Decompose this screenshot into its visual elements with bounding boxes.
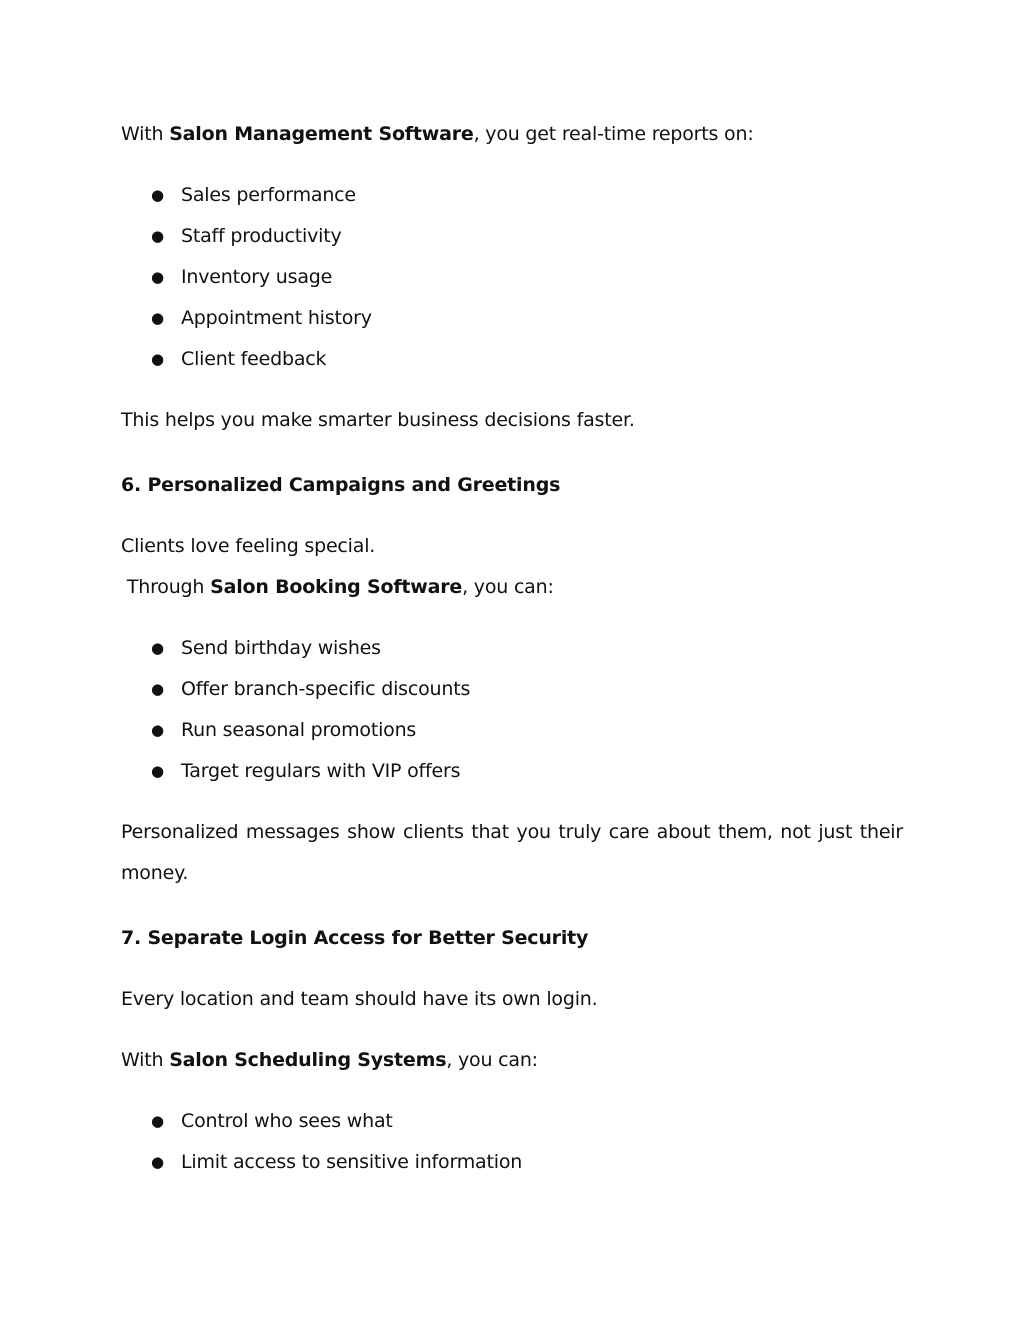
bullet-icon: ● — [151, 186, 164, 204]
section-7-lead-suffix: , you can: — [446, 1049, 538, 1071]
list-item-text: Sales performance — [181, 184, 356, 206]
list-item — [151, 1150, 522, 1174]
list-item — [151, 759, 460, 783]
section-6-conclusion: Personalized messages show clients that you truly care about them, not just their money. — [121, 821, 903, 884]
section-7-intro: Every location and team should have its own login. — [121, 988, 598, 1010]
list-item-text: Limit access to sensitive information — [181, 1151, 523, 1173]
reports-conclusion: This helps you make smarter business decisions faster. — [121, 409, 635, 431]
list-item — [151, 306, 372, 330]
list-item — [151, 224, 342, 248]
intro-paragraph — [121, 122, 754, 146]
intro-prefix: With — [121, 123, 170, 145]
section-6-lead-suffix: , you can: — [462, 576, 554, 598]
section-7-lead-prefix: With — [121, 1049, 170, 1071]
list-item — [151, 636, 381, 660]
list-item-text: Appointment history — [181, 307, 372, 329]
bullet-icon: ● — [151, 1112, 164, 1130]
list-item — [151, 347, 326, 371]
list-item-text: Inventory usage — [181, 266, 333, 288]
bullet-icon: ● — [151, 350, 164, 368]
list-item — [151, 1109, 393, 1133]
bullet-icon: ● — [151, 721, 164, 739]
bullet-icon: ● — [151, 227, 164, 245]
list-item-text: Send birthday wishes — [181, 637, 381, 659]
list-item-text: Target regulars with VIP offers — [181, 760, 461, 782]
list-item — [151, 265, 332, 289]
bullet-icon: ● — [151, 309, 164, 327]
section-6-lead-in — [121, 575, 554, 599]
bullet-icon: ● — [151, 680, 164, 698]
list-item-text: Control who sees what — [181, 1110, 393, 1132]
list-item-text: Client feedback — [181, 348, 327, 370]
bullet-icon: ● — [151, 1153, 164, 1171]
list-item — [151, 183, 356, 207]
section-6-intro: Clients love feeling special. — [121, 535, 376, 557]
list-item — [151, 677, 470, 701]
list-item — [151, 718, 416, 742]
bullet-icon: ● — [151, 762, 164, 780]
intro-suffix: , you get real-time reports on: — [473, 123, 754, 145]
list-item-text: Run seasonal promotions — [181, 719, 417, 741]
intro-product-name: Salon Management Software — [169, 123, 474, 145]
bullet-icon: ● — [151, 268, 164, 286]
section-7-lead-in — [121, 1048, 538, 1072]
section-6-product-name: Salon Booking Software — [210, 576, 463, 598]
section-7-heading: 7. Separate Login Access for Better Security — [121, 927, 589, 949]
list-item-text: Staff productivity — [181, 225, 342, 247]
section-7-product-name: Salon Scheduling Systems — [169, 1049, 447, 1071]
list-item-text: Offer branch-specific discounts — [181, 678, 471, 700]
section-6-heading: 6. Personalized Campaigns and Greetings — [121, 474, 561, 496]
bullet-icon: ● — [151, 639, 164, 657]
section-6-lead-prefix: Through — [121, 576, 211, 598]
